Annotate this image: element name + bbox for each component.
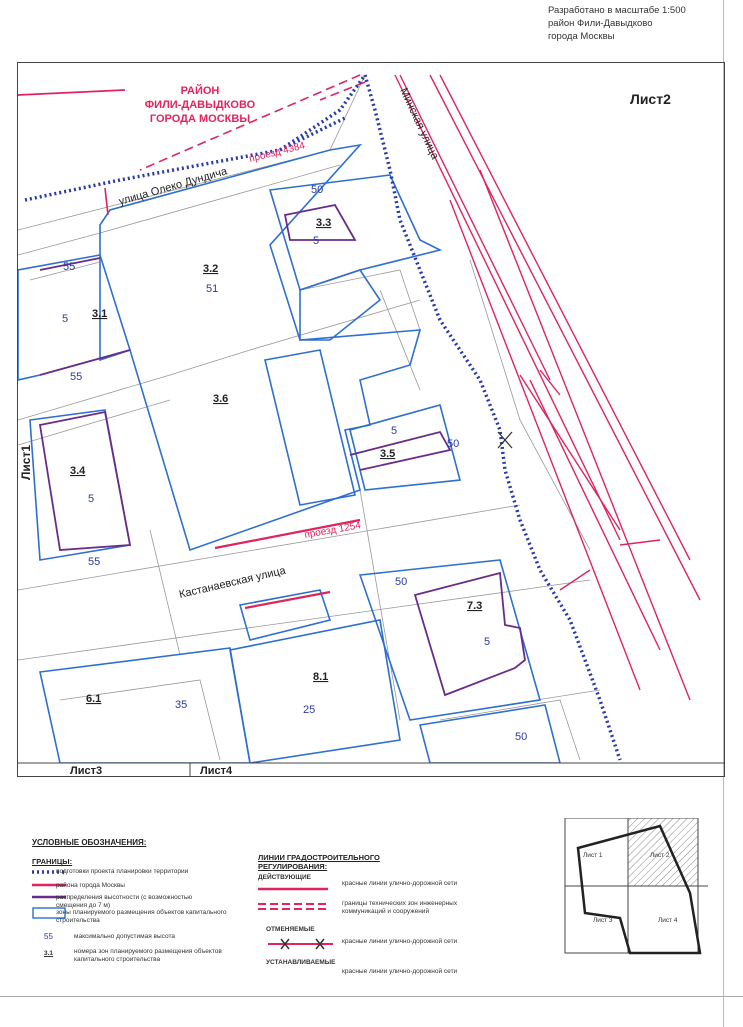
legend-cancelled-0: красные линии улично-дорожной сети [342,938,458,945]
zone-id-8-1: 8.1 [313,671,329,683]
legend-sample-height: 55 [44,932,53,941]
zone-id-3-2: 3.2 [203,263,219,275]
zone-ids [70,217,482,705]
zone-id-6-1: 6.1 [86,693,102,705]
street-kastanaevskaya: Кастанаевская улица [177,564,287,601]
legend-cancelled-title: ОТМЕНЯЕМЫЕ [266,926,315,933]
keymap-sheet-2: Лист 2 [650,852,670,859]
street-oleko: улица Олеко Дундича [117,165,229,208]
height-3-3: 5 [313,235,320,247]
district-border [18,90,125,95]
legend-border-1: района города Москвы [56,882,125,889]
sheet-label-2: Лист2 [630,91,671,107]
street-minskaya: Минская улица [397,86,441,162]
sheet-label-1: Лист1 [19,444,33,480]
keymap-sheet-1: Лист 1 [583,852,603,859]
district-label-line1: РАЙОН [180,85,220,97]
zone-heights [62,184,527,743]
height-3-1: 5 [62,313,69,325]
height-3-2: 51 [206,283,219,295]
height-55-c: 55 [88,556,101,568]
sheet-key-map [560,818,710,958]
legend-border-5: номера зон планируемого размещения объектов капитального строительства [74,948,222,963]
scale-line: Разработано в масштабе 1:500 [548,5,686,16]
legend-title: УСЛОВНЫЕ ОБОЗНАЧЕНИЯ: [32,838,147,847]
height-55-a: 55 [63,261,76,273]
project-boundary [25,75,620,760]
zone-id-3-1: 3.1 [92,308,108,320]
legend-new-0: красные линии улично-дорожной сети [342,968,458,975]
legend-lines-title: ЛИНИИ ГРАДОСТРОИТЕЛЬНОГО РЕГУЛИРОВАНИЯ: [258,853,380,871]
legend-existing-title: ДЕЙСТВУЮЩИЕ [258,874,311,881]
height-50-a: 50 [311,184,324,196]
legend-existing-0: красные линии улично-дорожной сети [342,880,458,887]
keymap-sheet-4: Лист 4 [658,917,678,924]
height-55-b: 55 [70,371,83,383]
legend-existing-1: границы технических зон инженерных коммуникаций и сооружений [342,900,458,915]
zone-id-7-3: 7.3 [467,600,483,612]
cancelled-mark [498,432,512,448]
legend-new-title: УСТАНАВЛИВАЕМЫЕ [266,959,336,966]
height-3-4: 5 [88,493,95,505]
district-line: район Фили-Давыдково [548,18,653,29]
height-7-3: 5 [484,636,491,648]
district-label-line3: ГОРОДА МОСКВЫ [149,113,251,125]
legend-border-3: зоны планируемого размещения объектов капитального строительства [56,909,227,924]
height-3-5: 5 [391,425,398,437]
city-line: города Москвы [548,31,615,42]
proezd-4384: проезд 4384 [248,140,307,165]
zone-id-3-5: 3.5 [380,448,396,460]
zone-id-3-3: 3.3 [316,217,332,229]
zone-id-3-6: 3.6 [213,393,229,405]
zone-id-3-4: 3.4 [70,465,86,477]
height-6-1: 35 [175,699,188,711]
height-50-d: 50 [515,731,528,743]
sheet-labels [19,91,671,777]
district-label [145,84,256,125]
page-bottom-line [0,996,743,997]
proezd-1254: проезд 1254 [303,520,362,541]
height-50-b: 50 [447,438,460,450]
sheet-label-4: Лист4 [200,765,233,777]
height-8-1: 25 [303,704,316,716]
district-label-line2: ФИЛИ-ДАВЫДКОВО [144,99,256,111]
legend-border-4: максимально допустимая высота [74,933,175,940]
legend-sample-zone: 3.1 [44,950,54,957]
sheet-label-3: Лист3 [70,765,103,777]
legend-border-2: распределения высотности (с возможностью смещения до 7 м) [56,894,193,909]
legend-border-0: подготовки проекта планировки территории [56,868,189,875]
height-50-c: 50 [395,576,408,588]
keymap-sheet-3: Лист 3 [593,917,613,924]
legend-borders-title: ГРАНИЦЫ: [32,857,73,866]
